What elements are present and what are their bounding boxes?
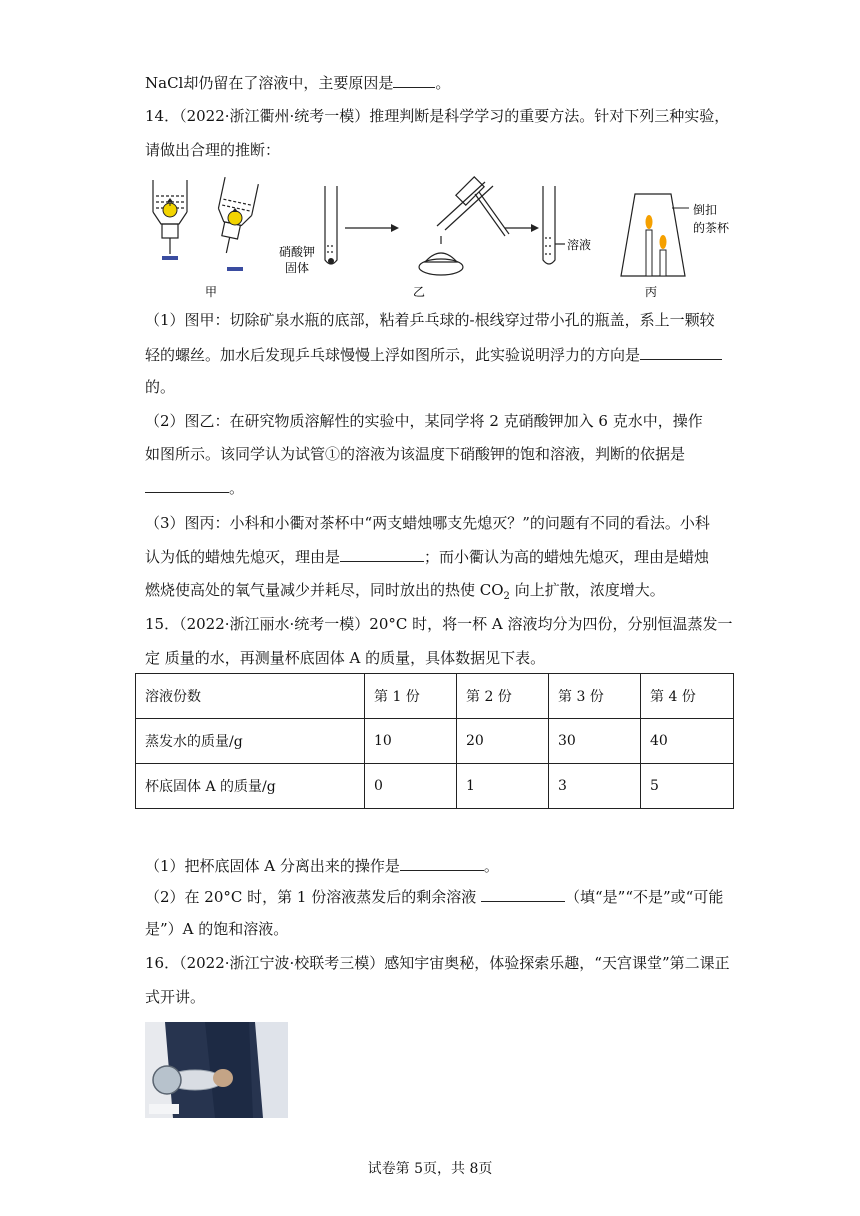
answer-blank[interactable] [393,73,435,88]
table-cell: 10 [365,719,457,764]
q14-part1-c: 的。 [145,378,176,396]
q15-part1: （1）把杯底固体 A 分离出来的操作是 。 [145,857,499,875]
q15-header: 15．（2022·浙江丽水·统考一模）20°C 时，将一杯 A 溶液均分为四份，分别恒温蒸发一 [145,615,733,633]
answer-blank[interactable] [340,547,424,562]
label-cup-1: 倒扣 [693,203,718,217]
table-cell: 杯底固体 A 的质量/g [136,764,365,809]
table-cell: 20 [457,719,549,764]
q15-part2-b: 是”）A 的饱和溶液。 [145,920,289,938]
table-cell: 40 [641,719,734,764]
q16-header-cont: 式开讲。 [145,988,206,1006]
flame-short-icon [660,235,667,249]
label-kno3: 硝酸钾 [279,245,316,259]
table-cell: 第 4 份 [641,674,734,719]
table-cell: 第 3 份 [549,674,641,719]
astronaut-photo [145,1022,288,1118]
table-cell: 5 [641,764,734,809]
alcohol-lamp-setup [419,177,509,275]
label-cup-2: 的茶杯 [693,221,730,235]
q14-header: 14．（2022·浙江衢州·统考一模）推理判断是科学学习的重要方法。针对下列三种实验， [145,107,730,125]
experiment-figure [145,172,745,302]
pingpong-ball-right [228,211,242,225]
table-cell: 蒸发水的质量/g [136,719,365,764]
label-bing: 丙 [645,285,658,299]
label-yi: 乙 [413,285,426,299]
arrow-right-icon [391,224,399,232]
q14-part2-b: 如图所示。该同学认为试管①的溶液为该温度下硝酸钾的饱和溶液，判断的依据是 [145,445,686,463]
table-cell: 0 [365,764,457,809]
candle-tall [646,230,652,276]
inverted-cup [621,194,685,276]
page-footer: 试卷第 5页，共 8页 [367,1161,493,1177]
table-cell: 30 [549,719,641,764]
table-row [136,764,734,809]
answer-blank[interactable] [640,345,722,360]
q14-part1-b: 轻的螺丝。加水后发现乒乓球慢慢上浮如图所示，此实验说明浮力的方向是 [145,344,722,366]
label-jia: 甲 [205,285,218,299]
table-cell: 第 2 份 [457,674,549,719]
label-solution: 溶液 [567,238,592,252]
q14-header-cont: 请做出合理的推断： [145,141,281,159]
q15-part2-a: （2）在 20°C 时，第 1 份溶液蒸发后的剩余溶液 （填“是”“不是”或“可能 [145,888,724,906]
q15-header-cont: 定 质量的水，再测量杯底固体 A 的质量，具体数据见下表。 [145,649,546,667]
candle-short [660,250,666,276]
q14-part2-c: 。 [145,477,244,499]
answer-blank[interactable] [145,478,229,493]
flame-tall-icon [646,215,653,229]
table-cell: 3 [549,764,641,809]
table-header-row [136,674,734,719]
answer-blank[interactable] [481,887,565,902]
line-nacl: NaCl却仍留在了溶液中，主要原因是 。 [145,74,451,92]
table-row [136,719,734,764]
answer-blank[interactable] [400,856,484,871]
data-table [135,673,734,809]
table-cell: 溶液份数 [136,674,365,719]
q14-part3-a: （3）图丙：小科和小衢对茶杯中“两支蜡烛哪支先熄灭？”的问题有不同的看法。小科 [145,514,710,532]
q16-header: 16．（2022·浙江宁波·校联考三模）感知宇宙奥秘，体验探索乐趣，“天宫课堂”第二课正 [145,954,730,972]
screw-left [162,256,178,260]
test-tube-solution [543,186,565,264]
table-cell: 1 [457,764,549,809]
q14-part2-a: （2）图乙：在研究物质溶解性的实验中，某同学将 2 克硝酸钾加入 6 克水中，操作 [145,412,703,430]
label-solid: 固体 [285,261,310,275]
arrow-right-icon [531,224,539,232]
test-tube-kno3 [325,186,337,264]
q14-part3-b: 认为低的蜡烛先熄灭，理由是 ；而小衢认为高的蜡烛先熄灭，理由是蜡烛 [145,548,710,566]
q14-part3-c: 燃烧使高处的氧气量减少并耗尽，同时放出的热使 $CO_2$ 向上扩散，浓度增大。 [145,581,665,602]
screw-right [227,267,243,271]
table-cell: 第 1 份 [365,674,457,719]
q14-part1-a: （1）图甲：切除矿泉水瓶的底部，粘着乒乓球的-根线穿过带小孔的瓶盖，系上一颗较 [145,311,715,329]
